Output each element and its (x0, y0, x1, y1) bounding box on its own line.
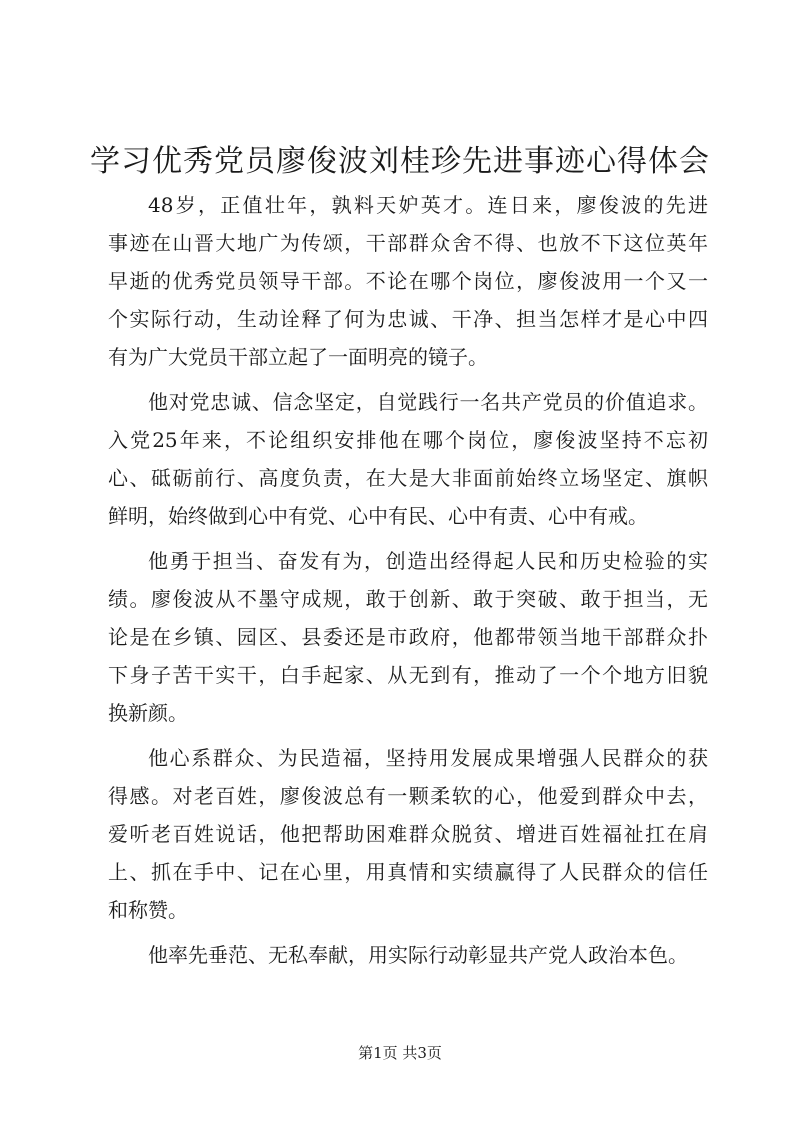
text-line: 事迹在山晋大地广为传颂，干部群众舍不得、也放不下这位英年 (108, 231, 708, 255)
text-line: 个实际行动，生动诠释了何为忠诚、干净、担当怎样才是心中四 (108, 307, 708, 331)
document-body (108, 186, 708, 981)
text-line: 48岁，正值壮年，孰料天妒英才。连日来，廖俊波的先进 (148, 193, 708, 217)
text-line: 论是在乡镇、园区、县委还是市政府，他都带领当地干部群众扑 (108, 625, 708, 649)
text-line: 他率先垂范、无私奉献，用实际行动彰显共产党人政治本色。 (148, 943, 688, 967)
text-line: 他勇于担当、奋发有为，创造出经得起人民和历史检验的实 (148, 549, 708, 573)
text-line: 鲜明，始终做到心中有党、心中有民、心中有责、心中有戒。 (108, 504, 648, 528)
text-line: 爱听老百姓说话，他把帮助困难群众脱贫、增进百姓福祉扛在肩 (108, 822, 708, 846)
text-line: 入党25年来，不论组织安排他在哪个岗位，廖俊波坚持不忘初 (108, 428, 708, 452)
text-line: 心、砥砺前行、高度负责，在大是大非面前始终立场坚定、旗帜 (108, 466, 708, 490)
text-line: 有为广大党员干部立起了一面明亮的镜子。 (108, 345, 488, 369)
page-number-footer: 第1页 共3页 (358, 1044, 442, 1062)
text-line: 下身子苦干实干，白手起家、从无到有，推动了一个个地方旧貌 (108, 663, 708, 687)
text-line: 他心系群众、为民造福，坚持用发展成果增强人民群众的获 (148, 746, 708, 770)
paragraph (108, 936, 708, 974)
document-title: 学习优秀党员廖俊波刘桂珍先进事迹心得体会 (90, 144, 710, 179)
text-line: 得感。对老百姓，廖俊波总有一颗柔软的心，他爱到群众中去， (108, 784, 708, 808)
paragraph (108, 186, 708, 376)
paragraph (108, 739, 708, 929)
text-line: 早逝的优秀党员领导干部。不论在哪个岗位，廖俊波用一个又一 (108, 269, 708, 293)
paragraph (108, 383, 708, 535)
text-line: 换新颜。 (108, 701, 188, 725)
text-line: 他对党忠诚、信念坚定，自觉践行一名共产党员的价值追求。 (148, 390, 708, 414)
text-line: 绩。廖俊波从不墨守成规，敢于创新、敢于突破、敢于担当，无 (108, 587, 708, 611)
text-line: 上、抓在手中、记在心里，用真情和实绩赢得了人民群众的信任 (108, 860, 708, 884)
text-line: 和称赞。 (108, 898, 188, 922)
paragraph (108, 542, 708, 732)
